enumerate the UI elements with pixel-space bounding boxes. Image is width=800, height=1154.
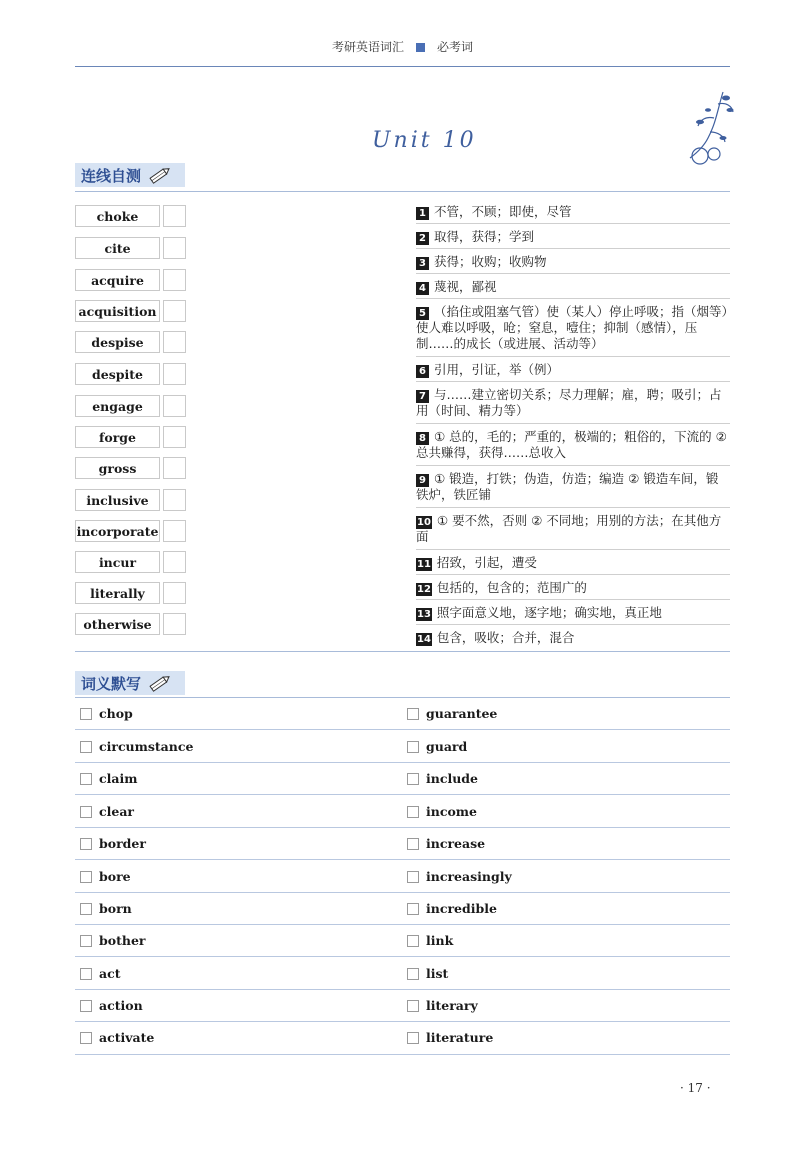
row-divider bbox=[75, 762, 730, 763]
checkbox[interactable] bbox=[80, 838, 92, 850]
dictation-word[interactable]: chop bbox=[80, 706, 133, 721]
checkbox[interactable] bbox=[80, 871, 92, 883]
match-word: despise bbox=[75, 331, 160, 353]
dictation-word[interactable]: bore bbox=[80, 869, 131, 884]
definition-item: 13 照字面意义地，逐字地；确实地，真正地 bbox=[417, 605, 662, 620]
dictation-word[interactable]: clear bbox=[80, 804, 134, 819]
answer-box[interactable] bbox=[163, 395, 186, 417]
dictation-word[interactable]: income bbox=[407, 804, 477, 819]
answer-box[interactable] bbox=[163, 300, 186, 322]
answer-box[interactable] bbox=[163, 551, 186, 573]
definition-item: 6 引用，引证，举（例） bbox=[416, 362, 730, 378]
dictation-word[interactable]: incredible bbox=[407, 901, 497, 916]
definition-divider bbox=[416, 507, 730, 508]
definition-divider bbox=[416, 381, 730, 382]
checkbox[interactable] bbox=[407, 838, 419, 850]
answer-box[interactable] bbox=[163, 489, 186, 511]
dictation-word[interactable]: guard bbox=[407, 739, 467, 754]
match-word: choke bbox=[75, 205, 160, 227]
definition-item: 11 招致，引起，遭受 bbox=[417, 555, 537, 570]
match-section-rule bbox=[75, 191, 730, 192]
dictation-section-rule bbox=[75, 697, 730, 698]
match-word: forge bbox=[75, 426, 160, 448]
definition-divider bbox=[416, 574, 730, 575]
checkbox[interactable] bbox=[407, 806, 419, 818]
row-divider bbox=[75, 892, 730, 893]
dictation-section-title: 词义默写 bbox=[81, 674, 142, 693]
definition-divider bbox=[416, 298, 730, 299]
dictation-word[interactable]: claim bbox=[80, 771, 137, 786]
checkbox[interactable] bbox=[80, 708, 92, 720]
match-word: otherwise bbox=[75, 613, 160, 635]
checkbox[interactable] bbox=[407, 708, 419, 720]
checkbox[interactable] bbox=[80, 1000, 92, 1012]
header-divider bbox=[75, 66, 730, 67]
dictation-word[interactable]: literary bbox=[407, 998, 478, 1013]
unit-title: Unit 10 bbox=[372, 128, 477, 153]
answer-box[interactable] bbox=[163, 613, 186, 635]
dictation-word[interactable]: act bbox=[80, 966, 120, 981]
checkbox[interactable] bbox=[80, 968, 92, 980]
definition-divider bbox=[416, 223, 730, 224]
match-word: acquire bbox=[75, 269, 160, 291]
definition-item: 4 蔑视，鄙视 bbox=[416, 279, 730, 295]
answer-box[interactable] bbox=[163, 331, 186, 353]
answer-box[interactable] bbox=[163, 269, 186, 291]
row-divider bbox=[75, 729, 730, 730]
match-word: incur bbox=[75, 551, 160, 573]
definition-item: 2 取得，获得；学到 bbox=[416, 229, 730, 245]
dictation-word[interactable]: bother bbox=[80, 933, 145, 948]
match-word: gross bbox=[75, 457, 160, 479]
checkbox[interactable] bbox=[407, 1000, 419, 1012]
match-section-title: 连线自测 bbox=[81, 166, 142, 185]
definition-divider bbox=[416, 356, 730, 357]
definition-item: 14 包含，吸收；合并，混合 bbox=[417, 630, 575, 645]
dictation-word[interactable]: action bbox=[80, 998, 143, 1013]
definition-divider bbox=[416, 624, 730, 625]
definition-item: 12 包括的，包含的；范围广的 bbox=[417, 580, 587, 595]
definition-item: 1 不管，不顾；即使，尽管 bbox=[416, 204, 730, 220]
dictation-word[interactable]: include bbox=[407, 771, 478, 786]
definition-divider bbox=[416, 599, 730, 600]
pencil-icon bbox=[147, 165, 173, 185]
row-divider bbox=[75, 1021, 730, 1022]
match-word: incorporate bbox=[75, 520, 160, 542]
floral-ornament-icon bbox=[678, 88, 738, 168]
answer-box[interactable] bbox=[163, 205, 186, 227]
dictation-word[interactable]: increasingly bbox=[407, 869, 512, 884]
row-divider bbox=[75, 859, 730, 860]
dictation-word[interactable]: guarantee bbox=[407, 706, 497, 721]
pencil-icon bbox=[147, 673, 173, 693]
definition-divider bbox=[416, 465, 730, 466]
definition-item: 5 （掐住或阻塞气管）使（某人）停止呼吸；指（烟等）使人难以呼吸，呛；窒息，噎住；抑制（感情），压制……的成长（或进展、活动等） bbox=[416, 304, 728, 351]
answer-box[interactable] bbox=[163, 363, 186, 385]
answer-box[interactable] bbox=[163, 520, 186, 542]
match-word: despite bbox=[75, 363, 160, 385]
checkbox[interactable] bbox=[407, 741, 419, 753]
checkbox[interactable] bbox=[407, 968, 419, 980]
dictation-word[interactable]: activate bbox=[80, 1030, 154, 1045]
chapter-title: 必考词 bbox=[437, 40, 474, 54]
row-divider bbox=[75, 1054, 730, 1055]
match-word: literally bbox=[75, 582, 160, 604]
row-divider bbox=[75, 827, 730, 828]
answer-box[interactable] bbox=[163, 426, 186, 448]
checkbox[interactable] bbox=[80, 1032, 92, 1044]
checkbox[interactable] bbox=[407, 871, 419, 883]
answer-box[interactable] bbox=[163, 237, 186, 259]
definition-item: 7 与……建立密切关系；尽力理解；雇，聘；吸引；占用（时间、精力等） bbox=[416, 387, 722, 418]
page-number: · 17 · bbox=[680, 1081, 711, 1095]
match-section-heading bbox=[75, 163, 185, 187]
definition-divider bbox=[416, 248, 730, 249]
match-word: engage bbox=[75, 395, 160, 417]
checkbox[interactable] bbox=[407, 935, 419, 947]
checkbox[interactable] bbox=[407, 1032, 419, 1044]
book-title: 考研英语词汇 bbox=[331, 40, 404, 54]
row-divider bbox=[75, 924, 730, 925]
definition-item: 10 ① 要不然，否则 ② 不同地；用别的方法；在其他方面 bbox=[416, 513, 722, 544]
checkbox[interactable] bbox=[407, 903, 419, 915]
definition-divider bbox=[416, 273, 730, 274]
dictation-word[interactable]: list bbox=[407, 966, 448, 981]
definition-item: 9 ① 锻造，打铁；伪造，仿造；编造 ② 锻造车间，锻铁炉，铁匠铺 bbox=[416, 471, 719, 502]
match-word: acquisition bbox=[75, 300, 160, 322]
checkbox[interactable] bbox=[80, 935, 92, 947]
checkbox[interactable] bbox=[80, 773, 92, 785]
dictation-word[interactable]: born bbox=[80, 901, 132, 916]
definition-divider bbox=[416, 549, 730, 550]
checkbox[interactable] bbox=[80, 903, 92, 915]
dictation-word[interactable]: circumstance bbox=[80, 739, 193, 754]
row-divider bbox=[75, 956, 730, 957]
row-divider bbox=[75, 989, 730, 990]
answer-box[interactable] bbox=[163, 457, 186, 479]
dictation-word[interactable]: link bbox=[407, 933, 453, 948]
checkbox[interactable] bbox=[80, 741, 92, 753]
header-square-icon bbox=[416, 43, 425, 52]
row-divider bbox=[75, 794, 730, 795]
match-section-end-rule bbox=[75, 651, 730, 652]
dictation-word[interactable]: border bbox=[80, 836, 146, 851]
dictation-word[interactable]: increase bbox=[407, 836, 485, 851]
checkbox[interactable] bbox=[407, 773, 419, 785]
definition-divider bbox=[416, 423, 730, 424]
answer-box[interactable] bbox=[163, 582, 186, 604]
dictation-section-heading bbox=[75, 671, 185, 695]
checkbox[interactable] bbox=[80, 806, 92, 818]
definition-item: 3 获得；收购；收购物 bbox=[416, 254, 730, 270]
running-header bbox=[75, 38, 730, 55]
match-word: cite bbox=[75, 237, 160, 259]
dictation-word[interactable]: literature bbox=[407, 1030, 493, 1045]
definition-item: 8 ① 总的，毛的；严重的，极端的；粗俗的，下流的 ② 总共赚得，获得……总收入 bbox=[416, 429, 727, 460]
match-word: inclusive bbox=[75, 489, 160, 511]
